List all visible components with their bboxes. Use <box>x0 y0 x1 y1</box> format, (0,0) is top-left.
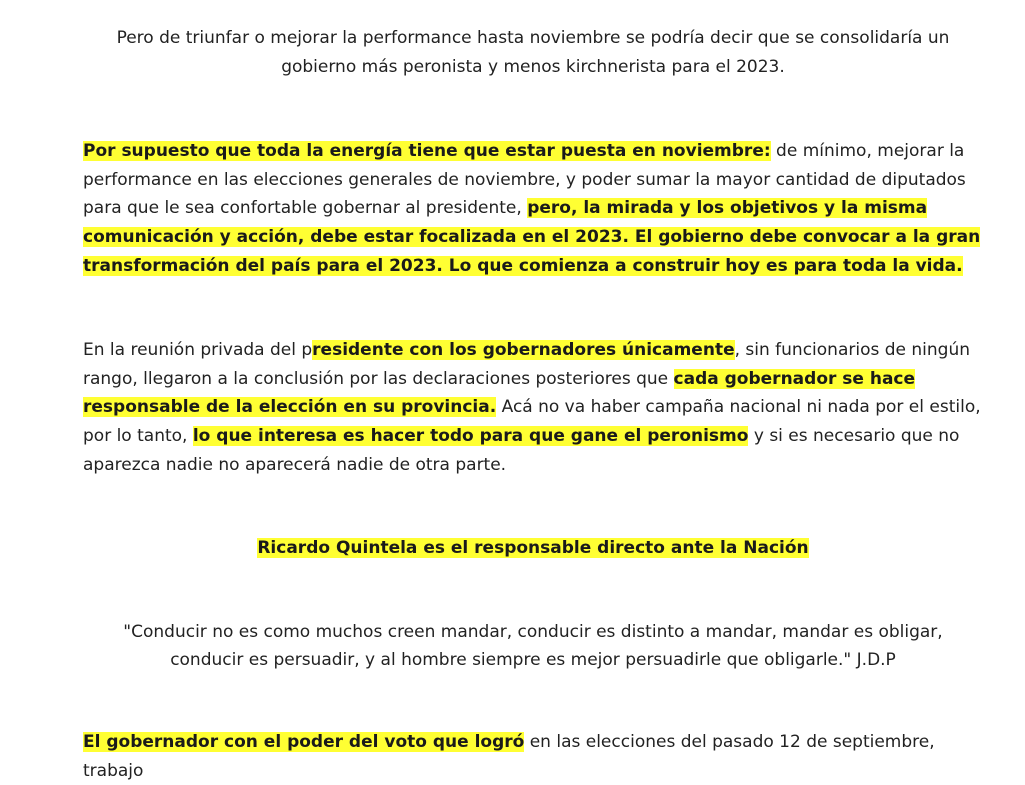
text-meeting-intro: En la reunión privada del p <box>83 340 313 361</box>
subheading-text: Ricardo Quintela es el responsable directo ante la Nación <box>257 538 809 559</box>
text-no-officials: , sin funcionarios de ningún rango, llegaron a la conclusión por las declaraciones posteriores que <box>83 340 971 389</box>
paragraph-intro: Pero de triunfar o mejorar la performance hasta noviembre se podría decir que se consolidaría un gobierno más peronista y menos kirchnerista para el 2023. <box>116 28 950 77</box>
highlight-peronism-wins: lo que interesa es hacer todo para que gane el peronismo <box>192 425 749 446</box>
highlight-governor-vote: El gobernador con el poder del voto que logró <box>83 731 525 752</box>
article-body <box>83 24 983 785</box>
highlight-governor-responsible: cada gobernador se hace responsable de la elección en su provincia. <box>83 368 916 418</box>
text-minimum-performance: de mínimo, mejorar la performance en las elecciones generales de noviembre, y poder sumar la mayor cantidad de diputados para que le sea confortable gobernar al presidente, <box>83 141 966 219</box>
paragraph-private-meeting <box>83 336 983 479</box>
highlight-focus-2023: pero, la mirada y los objetivos y la misma comunicación y acción, debe estar focalizada en el 2023. El gobierno debe convocar a la gran transformación del país para el 2023. Lo que comienza a construir hoy es para toda la vida. <box>83 198 981 276</box>
blockquote: "Conducir no es como muchos creen mandar, conducir es distinto a mandar, mandar es obligar, conducir es persuadir, y al hombre siempre es mejor persuadirle que obligarle." J.D.P <box>123 621 943 671</box>
subheading <box>83 534 983 563</box>
text-no-national-campaign: Acá no va haber campaña nacional ni nada por el estilo, por lo tanto, <box>83 397 981 446</box>
highlight-president-governors: residente con los gobernadores únicamente <box>312 340 735 361</box>
text-nobody-appears: y si es necesario que no aparezca nadie no aparecerá nadie de otra parte. <box>83 425 960 475</box>
paragraph-governor-vote <box>83 728 983 785</box>
text-september-elections: en las elecciones del pasado 12 de septiembre, trabajo <box>83 731 935 781</box>
highlight-energy-november: Por supuesto que toda la energía tiene que estar puesta en noviembre: <box>83 141 771 162</box>
paragraph-energy <box>83 137 983 280</box>
